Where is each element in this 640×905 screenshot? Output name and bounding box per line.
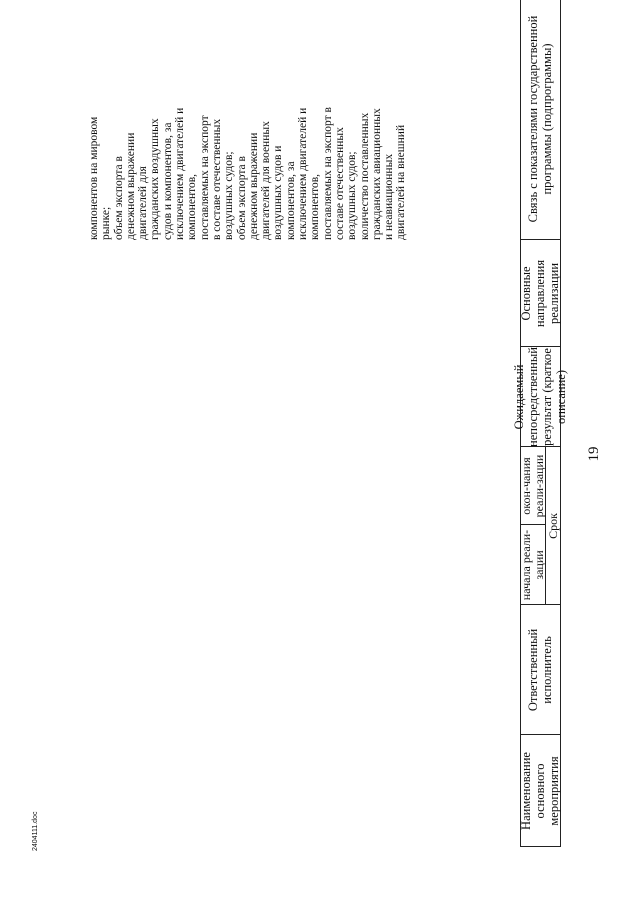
header-term-start: начала реали-зации: [518, 529, 546, 601]
link-column-line: составе отечественных: [333, 127, 346, 240]
link-column-line: воздушных судов и: [272, 145, 285, 240]
link-column-line: поставляемых на экспорт: [198, 115, 211, 240]
document-id: 2404111.doc: [32, 811, 39, 851]
header-link: Связь с показателями государственной программы (подпрограммы): [526, 15, 554, 223]
link-column-line: и неавиационных: [383, 153, 396, 240]
link-column-line: исключением двигателей и: [297, 107, 310, 240]
link-column-line: денежном выражении: [124, 132, 137, 240]
link-column-line: рынке;: [100, 206, 113, 240]
link-column-line: в составе отечественных: [210, 118, 223, 240]
header-name: Наименование основного мероприятия: [519, 752, 561, 830]
page-number: 19: [586, 446, 602, 462]
link-column-line: поставляемых на экспорт в: [321, 107, 334, 240]
link-column-line: двигателей для: [137, 166, 150, 240]
link-column-line: исключением двигателей и: [174, 107, 187, 240]
link-column-line: количество поставленных: [358, 112, 371, 240]
link-column-line: двигателей для военных: [260, 121, 273, 240]
link-column-line: гражданских авиационных: [370, 108, 383, 240]
link-column-line: воздушных судов;: [346, 151, 359, 240]
link-column-text: [88, 0, 408, 240]
header-directions: Основные направления реализации: [519, 259, 561, 328]
link-column-line: гражданских воздушных: [149, 118, 162, 240]
link-column-line: судов и компонентов, за: [161, 122, 174, 240]
link-column-line: объем экспорта в: [235, 156, 248, 240]
link-column-line: воздушных судов;: [223, 151, 236, 240]
link-column-line: компонентов, за: [284, 161, 297, 240]
link-column-line: двигателей на внешний: [395, 124, 408, 240]
header-term: Срок: [546, 513, 560, 539]
link-column-line: компонентов на мировом: [88, 116, 100, 240]
header-result: Ожидаемый непосредственный результат (краткое описание): [512, 347, 568, 447]
link-column-line: компонентов,: [309, 173, 322, 240]
header-term-end: окон-чания реали-зации: [518, 454, 546, 518]
link-column-line: денежном выражении: [247, 132, 260, 240]
link-column-line: объем экспорта в: [112, 156, 125, 240]
header-executor: Ответственный исполнитель: [526, 628, 554, 712]
link-column-line: компонентов,: [186, 173, 199, 240]
